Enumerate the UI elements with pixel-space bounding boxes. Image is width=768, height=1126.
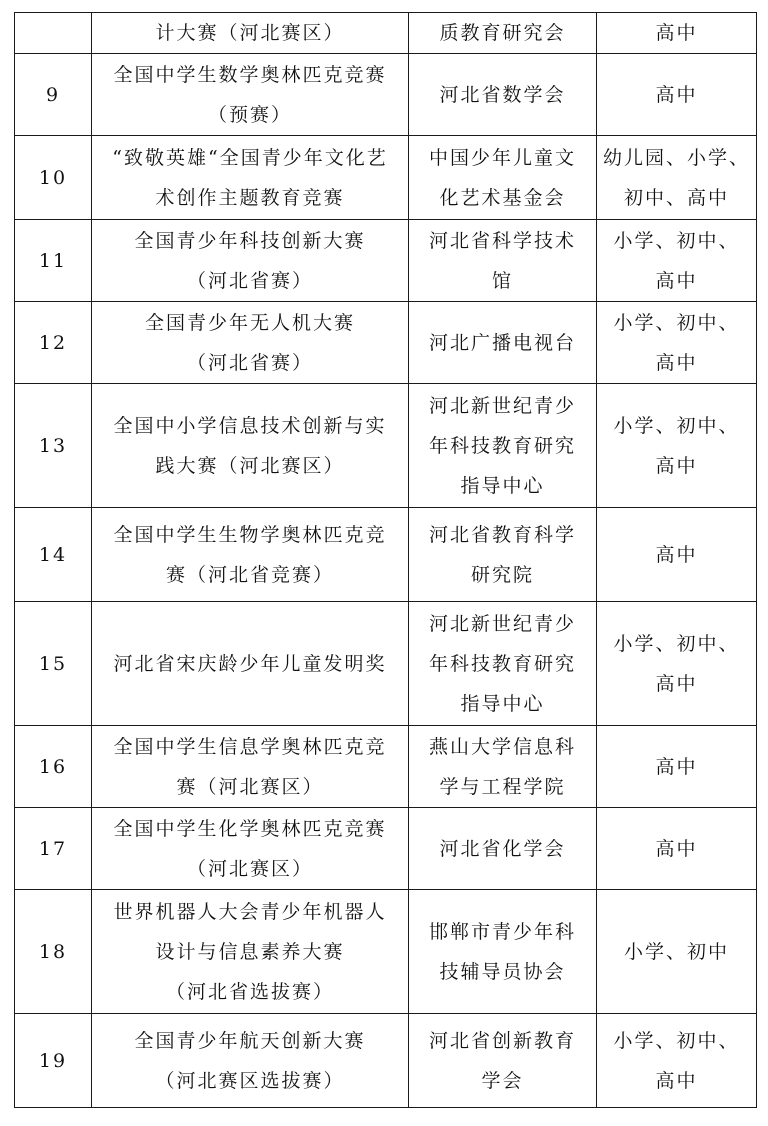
school-level-cell	[597, 508, 757, 602]
table-row	[15, 890, 757, 1014]
row-number-cell: 11	[15, 220, 92, 302]
organizer-cell	[409, 808, 597, 890]
competition-name-line: 全国青少年无人机大赛	[144, 311, 355, 334]
school-level-cell	[597, 54, 757, 136]
competition-name-line: （预赛）	[207, 103, 292, 126]
row-number-cell: 13	[15, 384, 92, 508]
table-row	[15, 54, 757, 136]
organizer-line: 指导中心	[460, 474, 545, 497]
competition-name-line: 计大赛（河北赛区）	[155, 22, 345, 44]
table-row	[15, 602, 757, 726]
competition-name-line: “致敬英雄“全国青少年文化艺	[112, 146, 388, 169]
row-number-cell: 14	[15, 508, 92, 602]
organizer-cell	[409, 384, 597, 508]
organizer-line: 学与工程学院	[439, 775, 566, 798]
competition-name-cell	[92, 54, 409, 136]
organizer-line: 河北省数学会	[439, 83, 566, 106]
table-row	[15, 508, 757, 602]
school-level-line: 高中	[655, 83, 698, 106]
school-level-line: 小学、初中	[623, 940, 729, 963]
competition-name-line: 赛（河北省竞赛）	[165, 563, 334, 586]
school-level-cell	[597, 220, 757, 302]
competition-name-line: 践大赛（河北赛区）	[155, 454, 345, 477]
school-level-line: 小学、初中、	[613, 311, 740, 334]
school-level-line: 高中	[655, 351, 698, 374]
competition-name-line: 设计与信息素养大赛	[155, 940, 345, 963]
competition-name-line: 全国中学生化学奥林匹克竞赛	[113, 817, 387, 840]
organizer-line: 邯郸市青少年科	[428, 920, 576, 943]
organizer-cell	[409, 1014, 597, 1108]
school-level-line: 小学、初中、	[613, 632, 740, 655]
table-row	[15, 220, 757, 302]
organizer-cell	[409, 508, 597, 602]
row-number-cell: 18	[15, 890, 92, 1014]
competition-name-cell	[92, 384, 409, 508]
school-level-line: 小学、初中、	[613, 229, 740, 252]
organizer-cell	[409, 54, 597, 136]
school-level-line: 高中	[655, 1069, 698, 1092]
organizer-cell	[409, 220, 597, 302]
competition-name-line: 全国青少年航天创新大赛	[134, 1029, 366, 1052]
school-level-cell	[597, 384, 757, 508]
organizer-line: 年科技教育研究	[428, 434, 576, 457]
organizer-cell	[409, 13, 597, 54]
organizer-cell	[409, 726, 597, 808]
competition-table	[14, 12, 757, 1108]
competition-name-cell	[92, 508, 409, 602]
organizer-line: 馆	[491, 269, 513, 292]
organizer-line: 学会	[481, 1069, 524, 1092]
competition-name-cell	[92, 602, 409, 726]
competition-table-body	[15, 13, 757, 1108]
competition-name-line: （河北省选拔赛）	[165, 980, 334, 1003]
organizer-line: 燕山大学信息科	[428, 735, 576, 758]
organizer-line: 河北省化学会	[439, 837, 566, 860]
competition-name-line: 术创作主题教育竞赛	[155, 186, 345, 209]
competition-name-line: 全国青少年科技创新大赛	[134, 229, 366, 252]
competition-name-line: 全国中学生数学奥林匹克竞赛	[113, 63, 387, 86]
table-row	[15, 808, 757, 890]
organizer-line: 化艺术基金会	[439, 186, 566, 209]
organizer-line: 中国少年儿童文	[428, 146, 576, 169]
organizer-line: 质教育研究会	[439, 22, 566, 44]
table-row	[15, 726, 757, 808]
school-level-line: 高中	[655, 755, 698, 778]
school-level-cell	[597, 136, 757, 220]
organizer-cell	[409, 602, 597, 726]
competition-name-line: （河北赛区选拔赛）	[155, 1069, 345, 1092]
table-row	[15, 1014, 757, 1108]
organizer-line: 技辅导员协会	[439, 960, 566, 983]
row-number-cell: 17	[15, 808, 92, 890]
school-level-cell	[597, 890, 757, 1014]
school-level-line: 小学、初中、	[613, 414, 740, 437]
table-row	[15, 302, 757, 384]
competition-name-line: （河北省赛）	[186, 351, 313, 374]
row-number-cell: 12	[15, 302, 92, 384]
school-level-line: 高中	[655, 22, 698, 44]
competition-name-cell	[92, 220, 409, 302]
organizer-line: 河北广播电视台	[428, 331, 576, 354]
organizer-line: 河北省教育科学	[428, 523, 576, 546]
competition-name-cell	[92, 1014, 409, 1108]
school-level-line: 小学、初中、	[613, 1029, 740, 1052]
school-level-line: 初中、高中	[623, 186, 729, 209]
school-level-cell	[597, 808, 757, 890]
organizer-line: 研究院	[470, 563, 534, 586]
organizer-line: 河北新世纪青少	[428, 612, 576, 635]
competition-name-cell	[92, 136, 409, 220]
competition-name-cell	[92, 302, 409, 384]
competition-name-cell	[92, 890, 409, 1014]
school-level-cell	[597, 602, 757, 726]
competition-name-cell	[92, 726, 409, 808]
row-number-cell	[15, 13, 92, 54]
organizer-line: 河北省创新教育	[428, 1029, 576, 1052]
school-level-cell	[597, 726, 757, 808]
row-number-cell: 19	[15, 1014, 92, 1108]
organizer-line: 河北新世纪青少	[428, 394, 576, 417]
school-level-line: 幼儿园、小学、	[603, 146, 751, 169]
organizer-cell	[409, 302, 597, 384]
school-level-cell	[597, 302, 757, 384]
competition-name-line: 河北省宋庆龄少年儿童发明奖	[113, 652, 387, 675]
row-number-cell: 10	[15, 136, 92, 220]
school-level-line: 高中	[655, 543, 698, 566]
competition-name-line: 全国中学生信息学奥林匹克竞	[113, 735, 387, 758]
school-level-line: 高中	[655, 672, 698, 695]
competition-name-line: 全国中小学信息技术创新与实	[113, 414, 387, 437]
competition-name-cell	[92, 13, 409, 54]
table-row	[15, 384, 757, 508]
competition-name-line: （河北省赛）	[186, 269, 313, 292]
competition-name-line: （河北赛区）	[186, 857, 313, 880]
row-number-cell: 15	[15, 602, 92, 726]
competition-name-line: 世界机器人大会青少年机器人	[113, 900, 387, 923]
organizer-line: 年科技教育研究	[428, 652, 576, 675]
school-level-line: 高中	[655, 454, 698, 477]
competition-name-line: 赛（河北赛区）	[176, 775, 324, 798]
school-level-cell	[597, 13, 757, 54]
organizer-cell	[409, 890, 597, 1014]
organizer-cell	[409, 136, 597, 220]
school-level-line: 高中	[655, 837, 698, 860]
table-row	[15, 13, 757, 54]
school-level-line: 高中	[655, 269, 698, 292]
row-number-cell: 16	[15, 726, 92, 808]
competition-name-cell	[92, 808, 409, 890]
competition-name-line: 全国中学生生物学奥林匹克竞	[113, 523, 387, 546]
organizer-line: 指导中心	[460, 692, 545, 715]
organizer-line: 河北省科学技术	[428, 229, 576, 252]
school-level-cell	[597, 1014, 757, 1108]
row-number-cell: 9	[15, 54, 92, 136]
table-row	[15, 136, 757, 220]
